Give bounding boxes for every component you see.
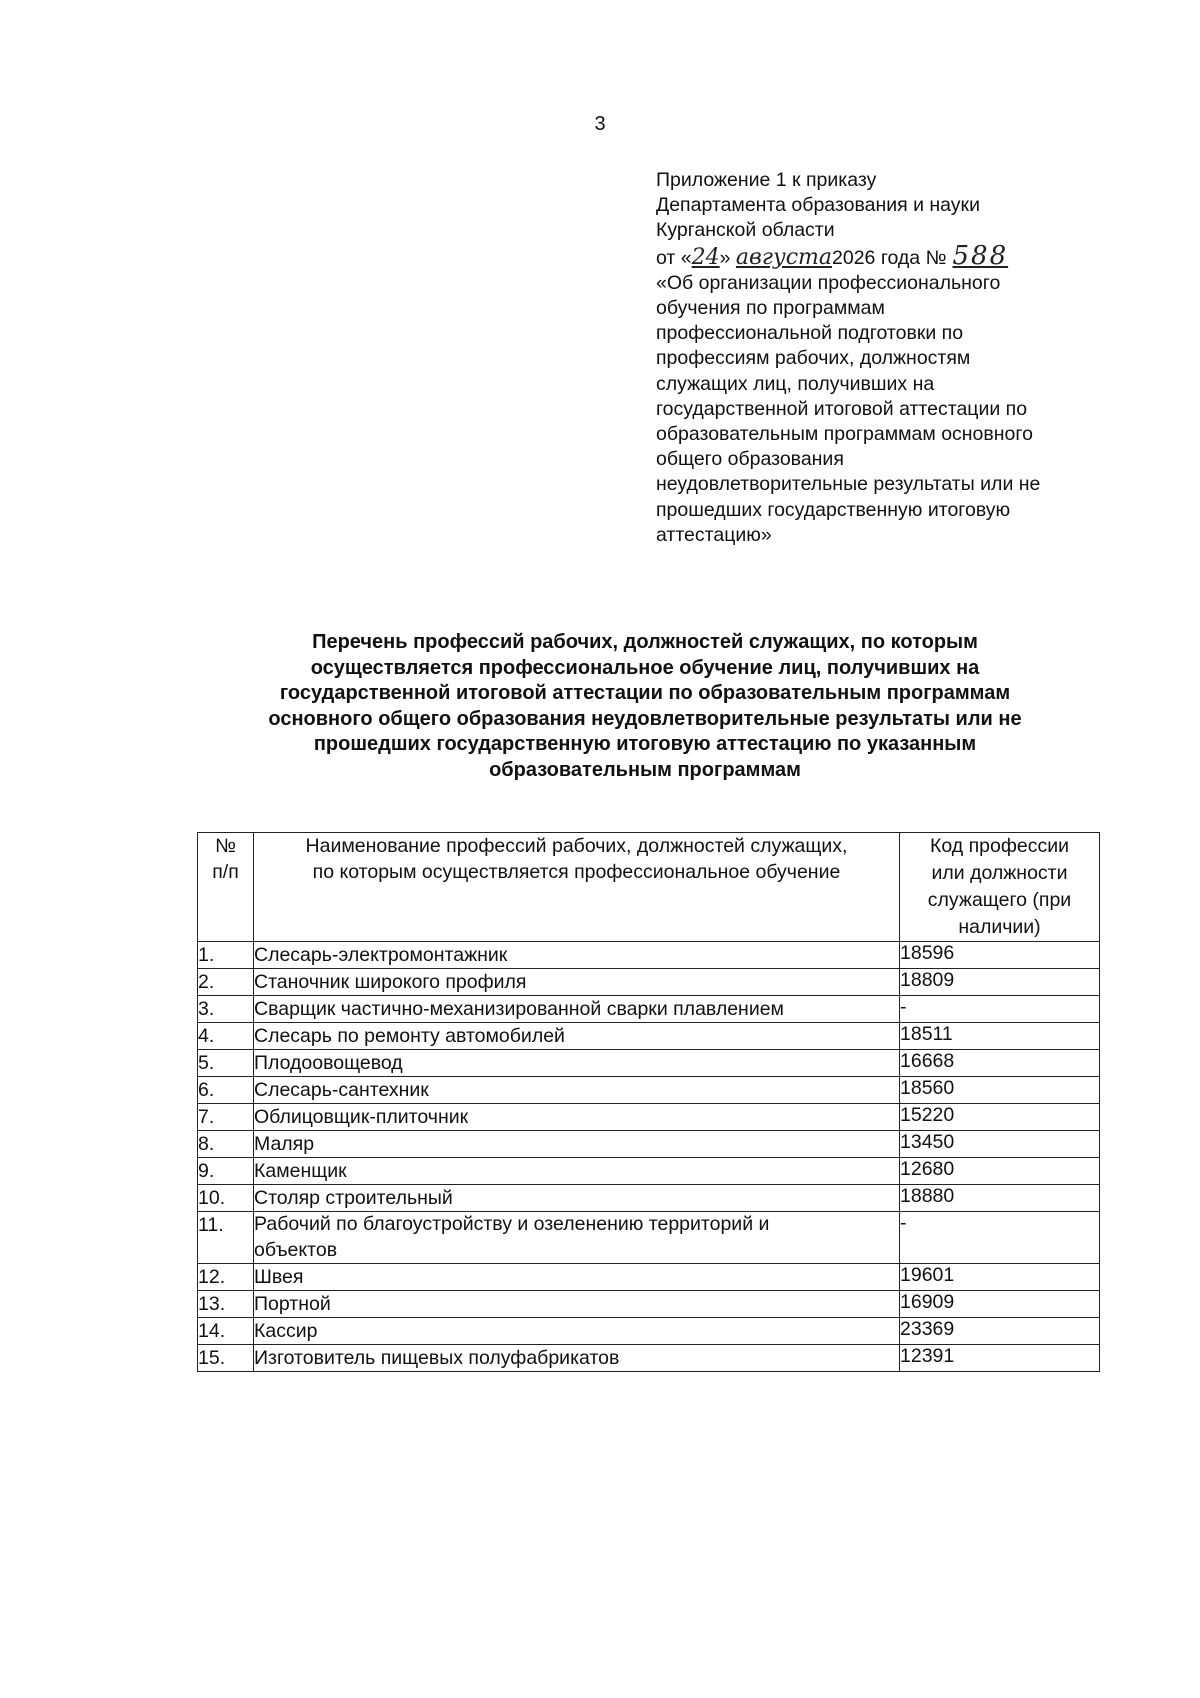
text-line: «Об организации профессионального <box>656 271 1001 294</box>
table-body <box>198 942 1100 1372</box>
row-number: 4. <box>198 1023 254 1050</box>
header-code <box>900 833 1100 942</box>
text-line: аттестацию» <box>656 523 772 546</box>
table-row <box>198 1264 1100 1291</box>
profession-code: 18596 <box>900 942 1100 969</box>
profession-code: - <box>900 996 1100 1023</box>
table-header-row <box>198 833 1100 942</box>
profession-code: 19601 <box>900 1264 1100 1291</box>
text-line: прошедших государственную итоговую <box>656 498 1011 521</box>
profession-name <box>254 1212 900 1264</box>
profession-name: Сварщик частично-механизированной сварки плавлением <box>254 996 900 1023</box>
text-line: Код профессии <box>930 835 1069 857</box>
date-year: 2026 года № <box>832 246 947 269</box>
profession-name: Станочник широкого профиля <box>254 969 900 996</box>
profession-name: Кассир <box>254 1318 900 1345</box>
row-number: 13. <box>198 1291 254 1318</box>
profession-name: Слесарь-электромонтажник <box>254 942 900 969</box>
text-line: профессиям рабочих, должностям <box>656 347 971 370</box>
text-line: Рабочий по благоустройству и озеленению территорий и <box>254 1213 770 1235</box>
row-number: 3. <box>198 996 254 1023</box>
text-line: профессиональной подготовки по <box>656 322 964 345</box>
text-line: осуществляется профессиональное обучение лиц, получивших на <box>310 656 980 679</box>
table-row <box>198 1291 1100 1318</box>
header-name <box>254 833 900 942</box>
profession-code: 13450 <box>900 1131 1100 1158</box>
profession-code: 16909 <box>900 1291 1100 1318</box>
text-line: п/п <box>212 861 239 883</box>
table-row <box>198 1158 1100 1185</box>
table-row <box>198 1185 1100 1212</box>
text-line: государственной итоговой аттестации по <box>656 397 1028 420</box>
profession-name: Портной <box>254 1291 900 1318</box>
handwritten-day: 24 <box>691 244 720 270</box>
text-line: Наименование профессий рабочих, должностей служащих, <box>305 835 848 857</box>
row-number: 5. <box>198 1050 254 1077</box>
row-number: 12. <box>198 1264 254 1291</box>
text-line: обучения по программам <box>656 297 885 320</box>
text-line: Перечень профессий рабочих, должностей служащих, по которым <box>312 631 978 653</box>
profession-code: 12391 <box>900 1345 1100 1372</box>
profession-code: 18560 <box>900 1077 1100 1104</box>
table-row <box>198 1104 1100 1131</box>
profession-code: 18880 <box>900 1185 1100 1212</box>
profession-name: Плодоовощевод <box>254 1050 900 1077</box>
profession-name: Слесарь-сантехник <box>254 1077 900 1104</box>
profession-name: Столяр строительный <box>254 1185 900 1212</box>
order-subject <box>656 271 1116 548</box>
row-number: 11. <box>198 1212 254 1264</box>
professions-table <box>197 832 1100 1372</box>
table-row <box>198 1318 1100 1345</box>
profession-code: 15220 <box>900 1104 1100 1131</box>
table-row <box>198 1077 1100 1104</box>
table-row <box>198 969 1100 996</box>
text-line: № <box>215 835 236 857</box>
table-row <box>198 1023 1100 1050</box>
profession-code: 12680 <box>900 1158 1100 1185</box>
table-row <box>198 996 1100 1023</box>
text-line: основного общего образования неудовлетворительные результаты или не <box>268 707 1022 730</box>
profession-code: 23369 <box>900 1318 1100 1345</box>
appendix-block <box>656 168 1116 548</box>
profession-code: 18511 <box>900 1023 1100 1050</box>
table-row <box>198 1345 1100 1372</box>
row-number: 8. <box>198 1131 254 1158</box>
appendix-line: Приложение 1 к приказу <box>656 169 877 191</box>
appendix-line: Курганской области <box>656 219 835 242</box>
text-line: неудовлетворительные результаты или не <box>656 473 1041 496</box>
profession-code: 18809 <box>900 969 1100 996</box>
table-row <box>198 1050 1100 1077</box>
row-number: 9. <box>198 1158 254 1185</box>
profession-name: Швея <box>254 1264 900 1291</box>
profession-name: Маляр <box>254 1131 900 1158</box>
text-line: или должности <box>931 862 1068 884</box>
text-line: служащих лиц, получивших на <box>656 372 935 395</box>
header-num <box>198 833 254 942</box>
order-date-line <box>656 240 1116 271</box>
text-line: общего образования <box>656 448 844 471</box>
table-row <box>198 1131 1100 1158</box>
profession-code: - <box>900 1212 1100 1264</box>
date-prefix: от « <box>656 246 692 269</box>
date-mid: » <box>719 246 731 269</box>
table-row <box>198 1212 1100 1264</box>
table-row <box>198 942 1100 969</box>
text-line: наличии) <box>958 916 1041 938</box>
page-number: 3 <box>594 113 606 135</box>
profession-name: Слесарь по ремонту автомобилей <box>254 1023 900 1050</box>
handwritten-month: августа <box>735 244 833 270</box>
text-line: образовательным программам <box>489 758 801 781</box>
row-number: 10. <box>198 1185 254 1212</box>
row-number: 7. <box>198 1104 254 1131</box>
text-line: образовательным программам основного <box>656 423 1033 446</box>
text-line: государственной итоговой аттестации по образовательным программам <box>279 682 1011 704</box>
row-number: 15. <box>198 1345 254 1372</box>
profession-name: Изготовитель пищевых полуфабрикатов <box>254 1345 900 1372</box>
row-number: 2. <box>198 969 254 996</box>
text-line: по которым осуществляется профессиональное обучение <box>312 861 841 883</box>
handwritten-order-number: 588 <box>952 240 1009 271</box>
profession-code: 16668 <box>900 1050 1100 1077</box>
profession-name: Облицовщик-плиточник <box>254 1104 900 1131</box>
text-line: служащего (при <box>927 889 1072 911</box>
row-number: 1. <box>198 942 254 969</box>
document-title <box>200 630 1090 783</box>
row-number: 6. <box>198 1077 254 1104</box>
row-number: 14. <box>198 1318 254 1345</box>
appendix-line: Департамента образования и науки <box>656 194 980 217</box>
text-line: объектов <box>254 1238 338 1261</box>
text-line: прошедших государственную итоговую аттестацию по указанным <box>313 733 977 755</box>
profession-name: Каменщик <box>254 1158 900 1185</box>
